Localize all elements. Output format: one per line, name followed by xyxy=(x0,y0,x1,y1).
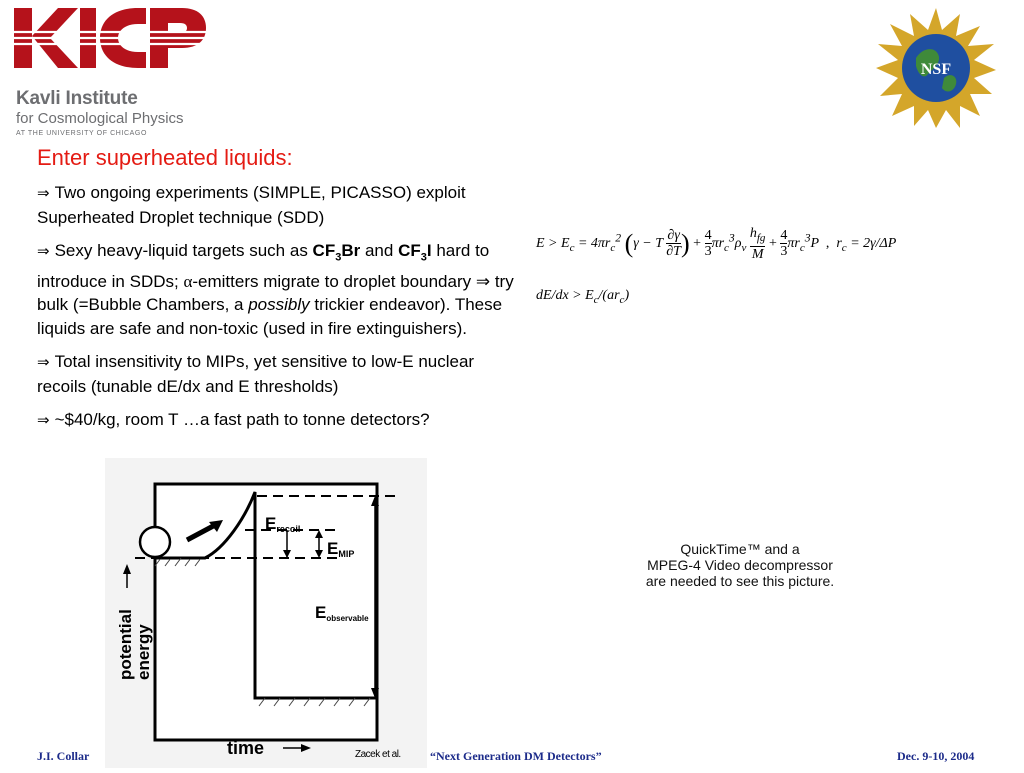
equation-critical-energy: $E > E_c = 4\pi r_c^2$ (γ − T $\frac{\partial\gamma}{\partial T}$ ) + $\frac{4}{3}$ $\pi r_c^3\rho_v$ $h_{fg}$ M + $\frac{4}{3}$ $\pi r_c^3P$ , $r_c = 2\gamma/\Delta P$ xyxy=(536,226,897,262)
kicp-logo xyxy=(14,6,214,136)
implies-arrow-icon: ⇒ xyxy=(37,243,50,260)
bullet-item xyxy=(37,239,517,340)
kicp-name: Kavli Institute xyxy=(16,88,138,109)
droplet-ball xyxy=(140,527,170,557)
video-placeholder xyxy=(600,541,880,589)
bullet-text: -emitters migrate to droplet boundary xyxy=(192,271,476,291)
video-placeholder-line: are needed to see this picture. xyxy=(645,573,835,589)
bullet-text: trickier endeavor). These liquids are safe and non-toxic (used in fire extinguishers). xyxy=(37,295,503,338)
e-recoil-label: Erecoil xyxy=(265,514,301,534)
emphasis-possibly: possibly xyxy=(248,295,310,315)
implies-arrow-icon: ⇒ xyxy=(37,185,50,202)
kicp-subtitle: for Cosmological Physics xyxy=(16,110,184,127)
potential-energy-diagram xyxy=(105,458,427,768)
x-axis-label: time xyxy=(227,738,265,758)
kicp-affiliation: AT THE UNIVERSITY OF CHICAGO xyxy=(16,130,148,137)
svg-text:energy: energy xyxy=(134,624,153,680)
alpha-symbol: α xyxy=(183,271,193,291)
bullet-text: hard to introduce in SDDs; xyxy=(37,241,490,291)
footer-author: J.I. Collar xyxy=(37,749,90,763)
chem-cf3br: $CF_3Br$ xyxy=(312,241,361,264)
bullet-item xyxy=(37,181,517,229)
diagram-credit: Zacek et al. xyxy=(355,749,401,760)
y-axis-label xyxy=(116,609,153,680)
footer-title: “Next Generation DM Detectors” xyxy=(430,749,602,763)
slide-heading: Enter superheated liquids: xyxy=(37,145,293,170)
nsf-logo xyxy=(876,8,996,128)
diagram-svg xyxy=(105,458,427,768)
e-mip-label: EMIP xyxy=(327,539,355,559)
bullet-text: try bulk (=Bubble Chambers, a xyxy=(37,271,514,315)
footer-date: Dec. 9-10, 2004 xyxy=(897,749,975,763)
bullet-text: Total insensitivity to MIPs, yet sensitive to low-E nuclear recoils (tunable dE/dx and E thresholds) xyxy=(37,352,475,396)
bullet-item xyxy=(37,350,517,398)
implies-arrow-icon: ⇒ xyxy=(37,354,50,372)
implies-arrow-icon: ⇒ xyxy=(37,412,50,430)
bullet-text: Two ongoing experiments (SIMPLE, PICASSO) exploit Superheated Droplet technique (SDD) xyxy=(37,183,466,227)
bullet-text: and xyxy=(360,241,399,260)
e-observable-label: Eobservable xyxy=(315,603,369,623)
bullet-text: Sexy heavy-liquid targets such as xyxy=(54,241,313,260)
video-placeholder-line: QuickTime™ and a xyxy=(680,541,800,557)
bullet-list xyxy=(37,181,517,443)
nsf-label: NSF xyxy=(920,61,952,78)
kicp-logo-mark xyxy=(14,6,206,70)
implies-symbol: ⇒ xyxy=(475,271,491,291)
svg-text:potential: potential xyxy=(116,609,135,680)
bullet-text: ~$40/kg, room T …a fast path to tonne detectors? xyxy=(54,410,430,430)
video-placeholder-line: MPEG-4 Video decompressor xyxy=(647,557,833,573)
bullet-item xyxy=(37,408,517,433)
chem-cf3i: $CF_3I$ xyxy=(398,241,432,264)
equation-stopping-power: $dE/dx > E_c/(ar_c)$ xyxy=(536,288,630,306)
